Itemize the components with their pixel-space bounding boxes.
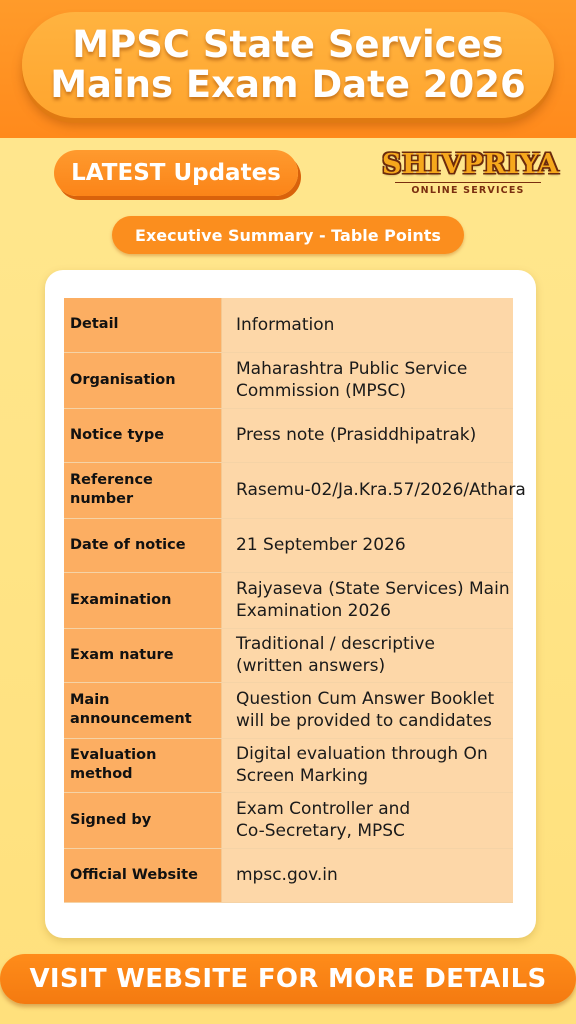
title-banner: [22, 12, 554, 118]
row-value-line: Commission (MPSC): [236, 381, 406, 401]
row-value-line: Press note (Prasiddhipatrak): [236, 425, 477, 445]
row-value: [222, 682, 514, 738]
row-label: Notice type: [64, 408, 222, 462]
table-row: [64, 352, 513, 408]
row-value: [222, 408, 514, 462]
row-label: Detail: [64, 298, 222, 352]
latest-updates-badge: LATEST Updates: [54, 150, 298, 196]
table-row: [64, 792, 513, 848]
row-label: Date of notice: [64, 518, 222, 572]
row-value: [222, 628, 514, 682]
row-label: Signed by: [64, 792, 222, 848]
row-label: Evaluation method: [64, 738, 222, 792]
table-row: [64, 408, 513, 462]
row-value-line: (written answers): [236, 656, 386, 676]
table-row: [64, 682, 513, 738]
row-label: Main announcement: [64, 682, 222, 738]
table-row: [64, 462, 513, 518]
row-value: [222, 792, 514, 848]
row-value: [222, 572, 514, 628]
table-row: [64, 628, 513, 682]
row-value-line: Digital evaluation through On: [236, 744, 488, 764]
header-band: [0, 0, 576, 138]
table-row: [64, 572, 513, 628]
row-value-line: Maharashtra Public Service: [236, 359, 468, 379]
logo-tagline: ONLINE SERVICES: [395, 182, 541, 198]
visit-website-button[interactable]: VISIT WEBSITE FOR MORE DETAILS: [0, 954, 576, 1004]
row-value-line: Exam Controller and: [236, 799, 411, 819]
row-value-line: Examination 2026: [236, 601, 391, 621]
page-title-line1: MPSC State Services: [72, 23, 504, 66]
summary-table-body: [64, 298, 526, 902]
row-label: Examination: [64, 572, 222, 628]
table-row: [64, 738, 513, 792]
logo-name: SHIVPRIYA: [382, 149, 559, 180]
row-value-line: will be provided to candidates: [236, 711, 492, 731]
row-value: [222, 352, 514, 408]
row-value-line: Traditional / descriptive: [236, 634, 435, 654]
row-label: Official Website: [64, 848, 222, 902]
page-title-line2: Mains Exam Date 2026: [50, 63, 526, 106]
row-value-line: Screen Marking: [236, 766, 369, 786]
row-label: Organisation: [64, 352, 222, 408]
row-value-line: Rasemu-02/Ja.Kra.57/2026/Athara: [236, 480, 526, 500]
row-value: [222, 518, 514, 572]
row-value-line: Information: [236, 314, 335, 335]
table-row: [64, 298, 513, 352]
row-label: Exam nature: [64, 628, 222, 682]
row-value: [222, 462, 526, 518]
row-value: [222, 298, 514, 352]
summary-table: [64, 298, 526, 903]
executive-summary-heading: Executive Summary - Table Points: [112, 216, 464, 254]
row-value: [222, 848, 514, 902]
row-label: Reference number: [64, 462, 222, 518]
row-value-line: 21 September 2026: [236, 535, 406, 555]
row-value-line: Co-Secretary, MPSC: [236, 821, 405, 841]
shivpriya-logo: [382, 148, 559, 198]
table-row: [64, 518, 513, 572]
row-value: [222, 738, 514, 792]
table-row: [64, 848, 513, 902]
row-value-line: Rajyaseva (State Services) Main: [236, 579, 510, 599]
row-value-line: mpsc.gov.in: [236, 865, 338, 885]
row-value-line: Question Cum Answer Booklet: [236, 689, 495, 709]
